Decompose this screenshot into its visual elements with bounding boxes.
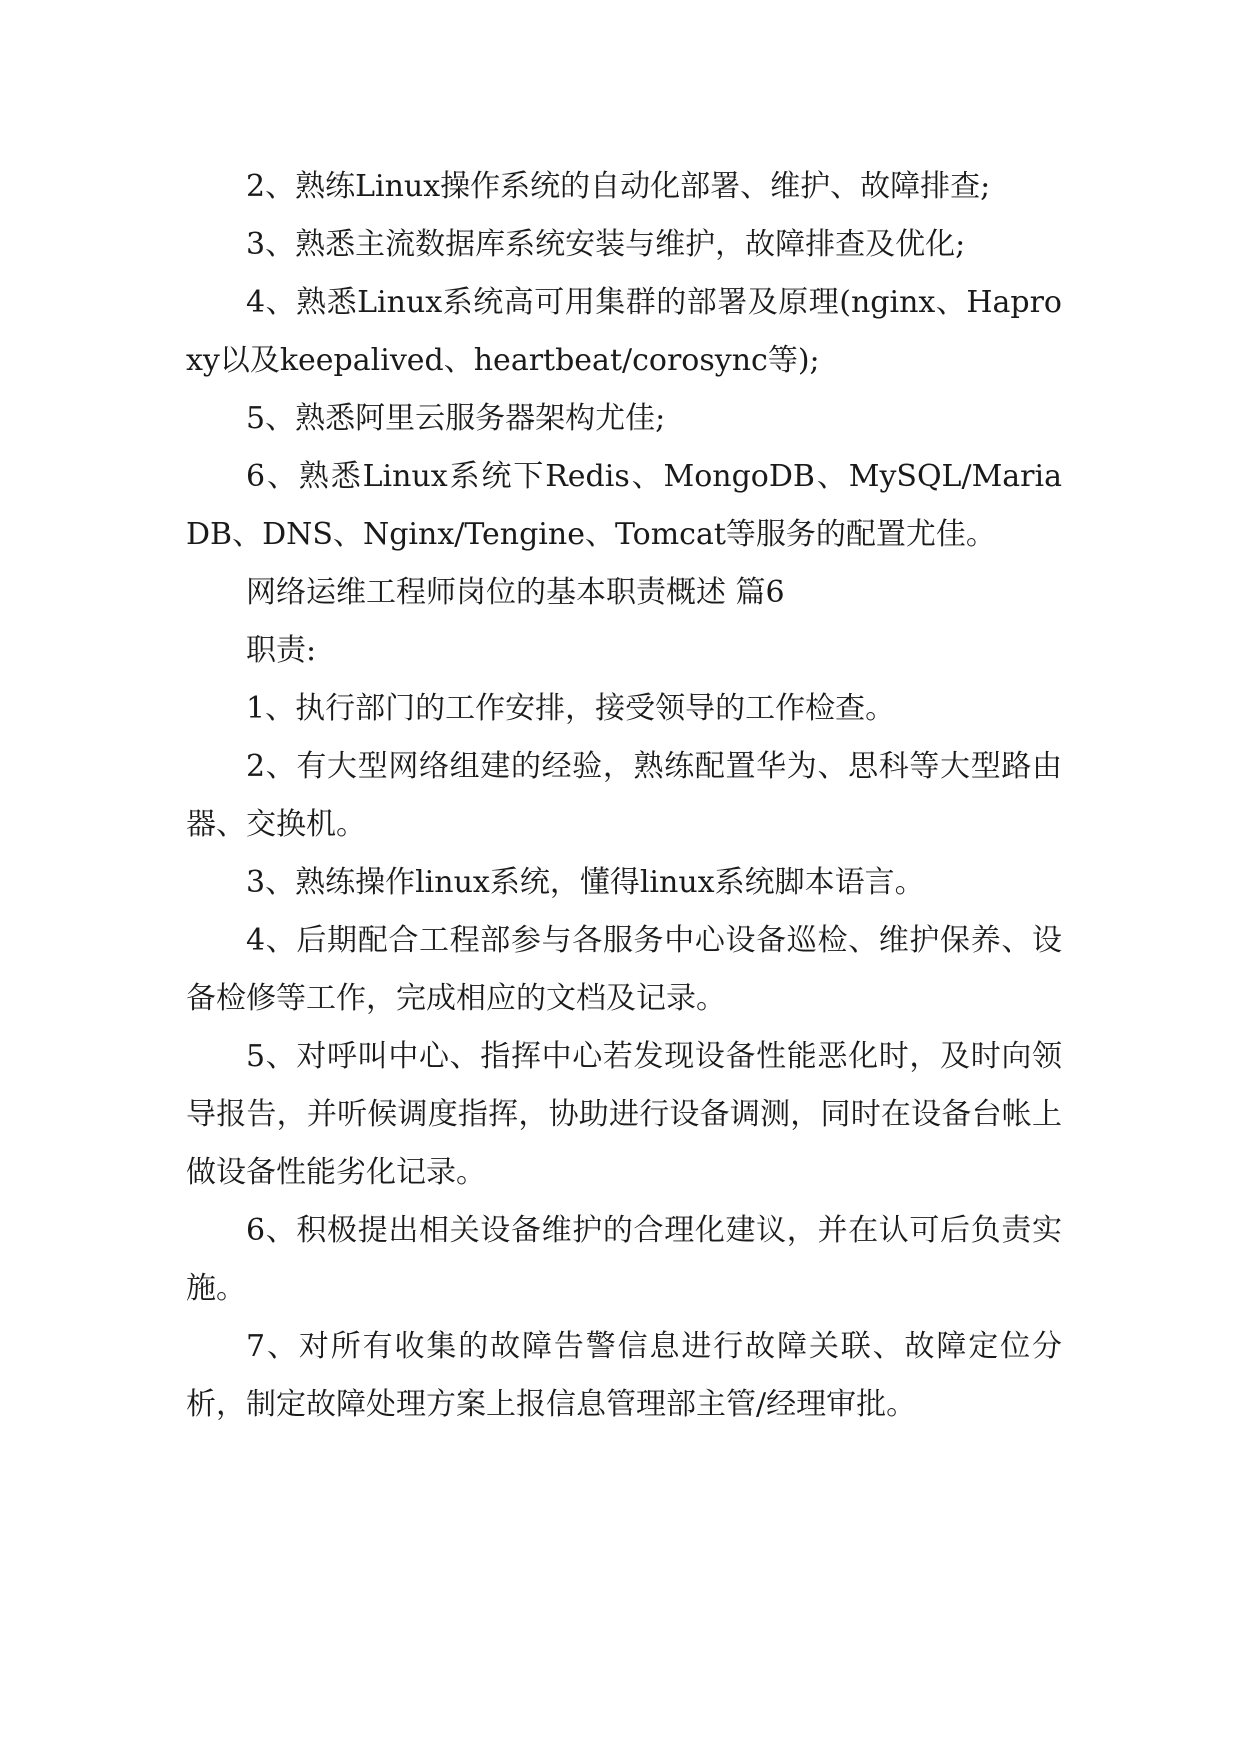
- paragraph-duty-1: 1、执行部门的工作安排，接受领导的工作检查。: [246, 691, 896, 726]
- paragraph-skill-6: 6、熟悉Linux系统下Redis、MongoDB、MySQL/MariaDB、DNS、Nginx/Tengine、Tomcat等服务的配置尤佳。: [186, 459, 1062, 552]
- section-heading: 网络运维工程师岗位的基本职责概述 篇6: [246, 575, 785, 610]
- paragraph-duty-7: 7、对所有收集的故障告警信息进行故障关联、故障定位分析，制定故障处理方案上报信息管理部主管/经理审批。: [186, 1329, 1062, 1422]
- paragraph-duty-5: 5、对呼叫中心、指挥中心若发现设备性能恶化时，及时向领导报告，并听候调度指挥，协助进行设备调测，同时在设备台帐上做设备性能劣化记录。: [186, 1039, 1062, 1190]
- paragraph-skill-2: 2、熟练Linux操作系统的自动化部署、维护、故障排查;: [246, 169, 991, 204]
- paragraph-duty-4: 4、后期配合工程部参与各服务中心设备巡检、维护保养、设备检修等工作，完成相应的文档及记录。: [186, 923, 1062, 1016]
- duties-label: 职责:: [246, 633, 317, 668]
- paragraph-duty-6: 6、积极提出相关设备维护的合理化建议，并在认可后负责实施。: [186, 1213, 1062, 1306]
- paragraph-duty-3: 3、熟练操作linux系统，懂得linux系统脚本语言。: [246, 865, 925, 900]
- paragraph-skill-5: 5、熟悉阿里云服务器架构尤佳;: [246, 401, 666, 436]
- paragraph-duty-2: 2、有大型网络组建的经验，熟练配置华为、思科等大型路由器、交换机。: [186, 749, 1062, 842]
- paragraph-skill-4: 4、熟悉Linux系统高可用集群的部署及原理(nginx、Haproxy以及keepalived、heartbeat/corosync等);: [186, 285, 1062, 378]
- document-body: [186, 158, 1062, 1434]
- paragraph-skill-3: 3、熟悉主流数据库系统安装与维护，故障排查及优化;: [246, 227, 966, 262]
